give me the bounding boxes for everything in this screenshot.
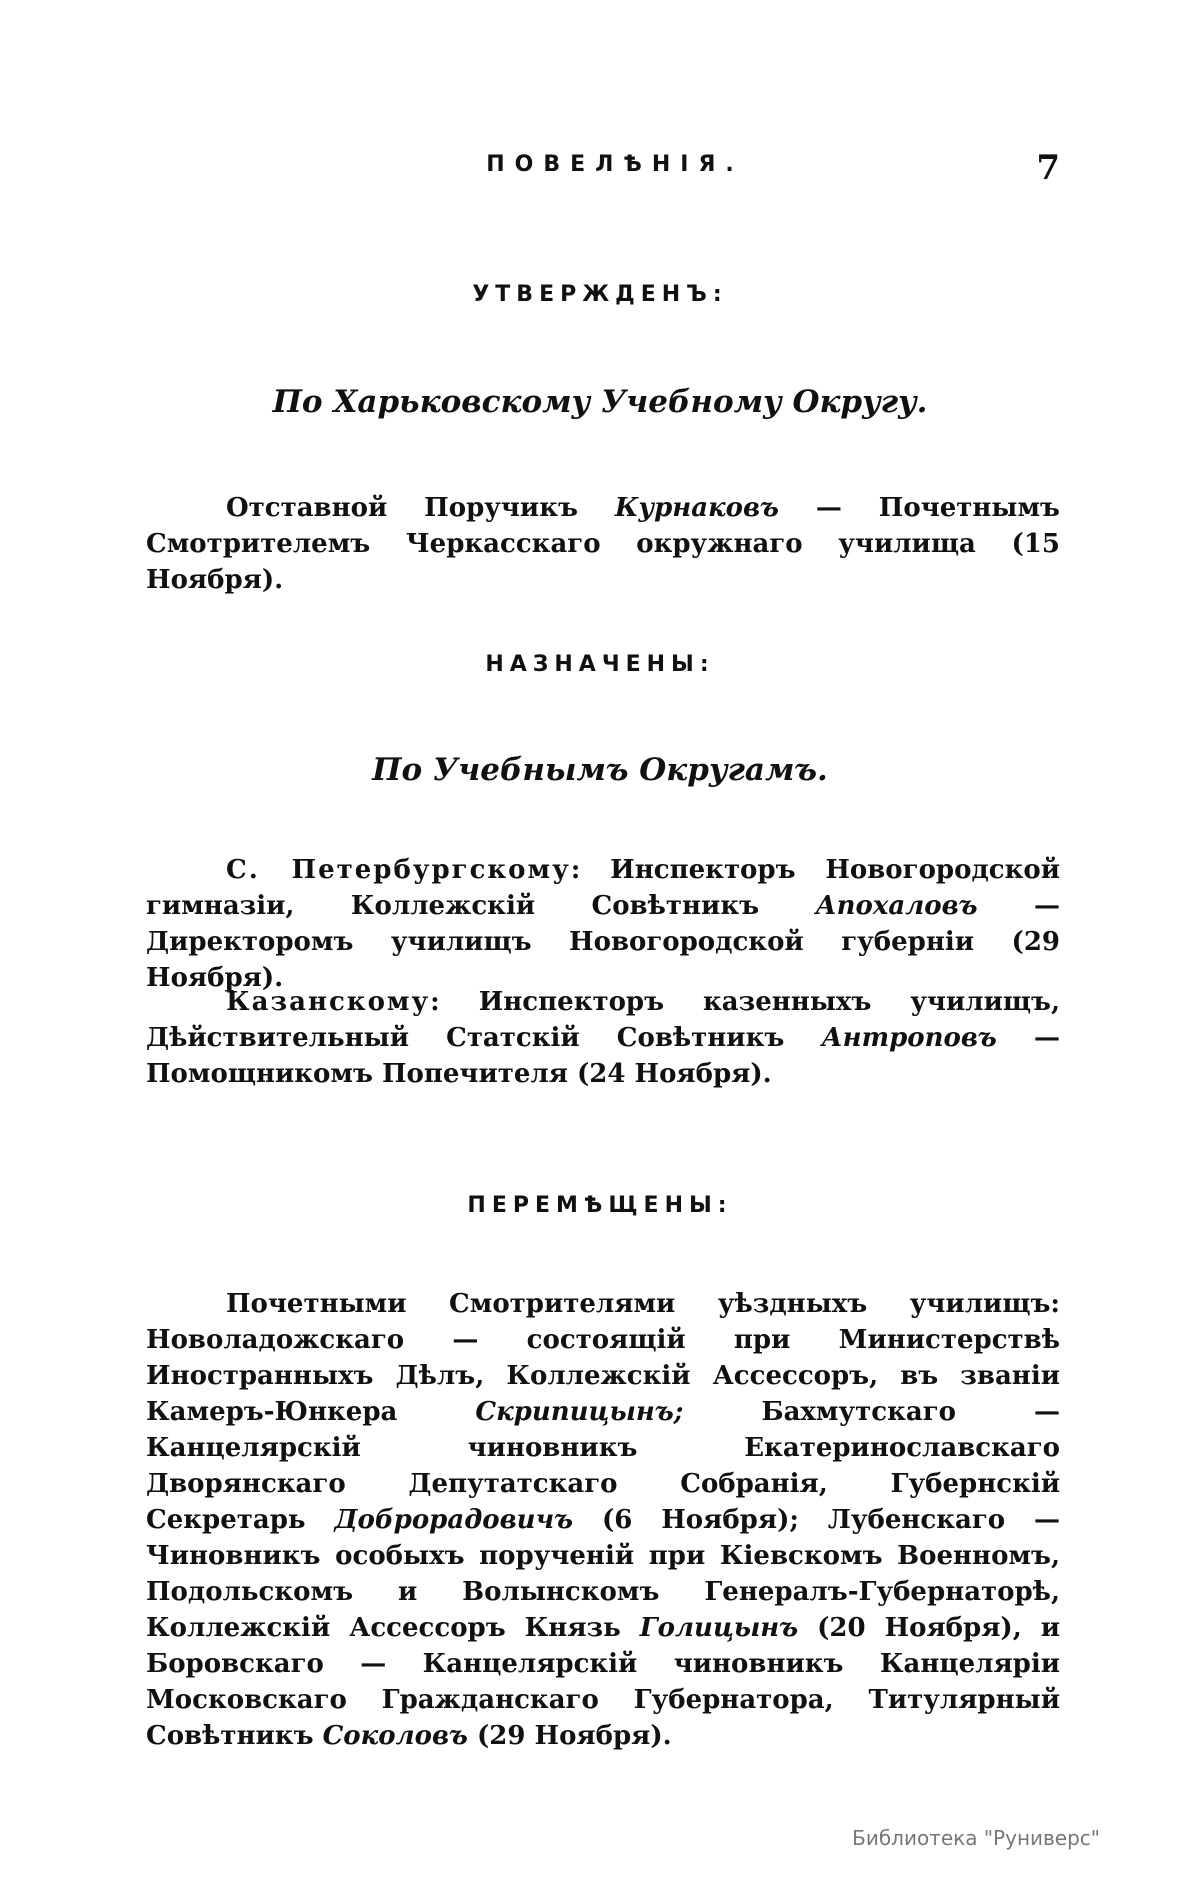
section-heading-approved: УТВЕРЖДЕНЪ: xyxy=(472,282,728,307)
person-name: Апохаловъ xyxy=(815,891,978,921)
text-run: — Помощникомъ Попечителя (24 Ноября). xyxy=(146,1023,1060,1089)
text-run: Бахмутскаго — Канцелярскій чиновникъ Екатеринославскаго Дворянскаго Депутатскаго Собранія, Губернскій Секретарь xyxy=(146,1397,1060,1535)
paragraph-kazan xyxy=(146,984,1060,1092)
text-run: : Инспекторъ Новогородской гимназіи, Коллежскій Совѣтникъ xyxy=(146,855,1061,921)
person-name: Антроповъ xyxy=(821,1023,997,1053)
text-run: (6 Ноября); Лубенскаго — Чиновникъ особыхъ порученій при Кіевскомъ Военномъ, Подольскомъ и Волынскомъ Генералъ-Губернаторѣ, Коллежскій Ассессоръ Князь xyxy=(146,1505,1060,1643)
paragraph-approved xyxy=(146,490,1060,598)
paragraph-st-petersburg xyxy=(146,852,1060,996)
district-label: Казанскому xyxy=(226,987,431,1017)
section-heading-transferred: ПЕРЕМѢЩЕНЫ: xyxy=(467,1193,733,1218)
subheading-educational-districts: По Учебнымъ Округамъ. xyxy=(372,752,828,788)
text-run: — Директоромъ училищъ Новогородской губерніи (29 Ноября). xyxy=(146,891,1061,993)
text-run: Отставной Поручикъ xyxy=(226,493,615,523)
person-name: Скрипицынъ; xyxy=(475,1397,684,1427)
section-heading-appointed: НАЗНАЧЕНЫ: xyxy=(485,652,715,677)
subheading-kharkov-district: По Харьковскому Учебному Округу. xyxy=(272,384,928,420)
person-name: Соколовъ xyxy=(322,1721,468,1751)
running-head: ПОВЕЛѢНІЯ. xyxy=(486,152,744,177)
text-run: (29 Ноября). xyxy=(467,1721,672,1751)
person-name: Доброрадовичъ xyxy=(334,1505,574,1535)
page-number: 7 xyxy=(1036,148,1060,188)
text-run: — Почетнымъ Смотрителемъ Черкасскаго окружнаго училища (15 Ноября). xyxy=(146,493,1060,595)
text-run: Почетными Смотрителями уѣздныхъ училищъ: Новоладожскаго — состоящій при Министерствѣ Иностранныхъ Дѣлъ, Коллежскій Ассессоръ, въ званіи Камеръ-Юнкера xyxy=(146,1289,1060,1427)
person-name: Курнаковъ xyxy=(614,493,779,523)
paragraph-transferred xyxy=(146,1286,1060,1754)
text-run: (20 Ноября), и Боровскаго — Канцелярскій чиновникъ Канцеляріи Московскаго Гражданскаго Губернатора, Титулярный Совѣтникъ xyxy=(146,1613,1061,1751)
library-watermark: Библиотека "Руниверс" xyxy=(852,1826,1100,1850)
district-label: С. Петербургскому xyxy=(226,855,571,885)
text-run: : Инспекторъ казенныхъ училищъ, Дѣйствительный Статскій Совѣтникъ xyxy=(146,987,1060,1053)
person-name: Голицынъ xyxy=(639,1613,799,1643)
